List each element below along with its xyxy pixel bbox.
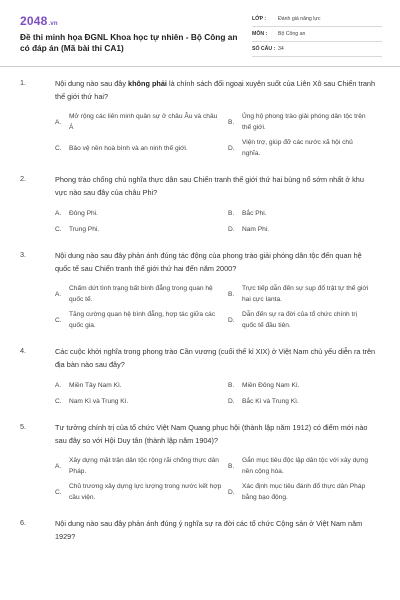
- question-6: [0, 518, 400, 543]
- option-text: Chủ trương xây dựng lực lượng trong nước kết hợp cầu viện.: [69, 483, 222, 501]
- answer-option-d[interactable]: [228, 135, 378, 161]
- answer-option-c[interactable]: [55, 135, 228, 161]
- answer-options: [55, 281, 378, 333]
- option-letter: C.: [55, 397, 62, 405]
- exam-meta: [252, 12, 382, 57]
- question-number: 3.: [20, 250, 27, 259]
- answer-option-d[interactable]: [228, 393, 378, 409]
- option-text: Đông Phi.: [69, 209, 98, 217]
- option-letter: D.: [228, 488, 235, 496]
- option-letter: B.: [228, 118, 235, 126]
- answer-option-d[interactable]: [228, 479, 378, 505]
- meta-label: LỚP :: [252, 16, 267, 22]
- option-letter: D.: [228, 316, 235, 324]
- answer-option-a[interactable]: [55, 281, 228, 307]
- header-divider: [0, 66, 400, 67]
- answer-options: [55, 377, 378, 409]
- option-text: Bảo vệ nền hoà bình và an ninh thế giới.: [69, 144, 188, 152]
- option-letter: C.: [55, 316, 62, 324]
- option-letter: C.: [55, 144, 62, 152]
- meta-label: SỐ CÂU :: [252, 46, 276, 52]
- question-number: 6.: [20, 518, 27, 527]
- question-1: [0, 78, 400, 161]
- answer-option-d[interactable]: [228, 307, 378, 333]
- brand-name: 2048: [20, 14, 48, 28]
- option-text: Mở rộng các liên minh quân sự ở châu Âu và châu Á: [69, 113, 218, 131]
- site-logo[interactable]: [20, 14, 58, 28]
- option-letter: A.: [55, 118, 62, 126]
- answer-option-a[interactable]: [55, 109, 228, 135]
- option-letter: C.: [55, 488, 62, 496]
- question-list: [0, 78, 400, 556]
- meta-row-class: [252, 12, 382, 27]
- option-letter: D.: [228, 397, 235, 405]
- question-text: Nội dung nào sau đây phản ánh đúng ý nghĩa sự ra đời các tổ chức Cộng sản ở Việt Nam năm 1929?: [55, 519, 363, 541]
- answer-options: [55, 453, 378, 505]
- answer-option-a[interactable]: [55, 453, 228, 479]
- answer-option-c[interactable]: [55, 393, 228, 409]
- answer-option-b[interactable]: [228, 281, 378, 307]
- answer-option-c[interactable]: [55, 479, 228, 505]
- brand-suffix: .vn: [48, 21, 58, 27]
- question-number: 2.: [20, 174, 27, 183]
- document-header: [20, 12, 382, 60]
- meta-value: 34: [278, 46, 284, 52]
- option-text: Bắc Kì và Trung Kì.: [242, 397, 299, 405]
- question-text-part: là chính sách đối ngoại xuyên suốt của Liên Xô sau Chiến tranh thế giới thứ hai?: [55, 79, 376, 101]
- meta-row-count: [252, 42, 382, 57]
- option-letter: A.: [55, 381, 62, 389]
- meta-value: Đánh giá năng lực: [278, 16, 321, 22]
- option-letter: A.: [55, 462, 62, 470]
- answer-option-b[interactable]: [228, 205, 378, 221]
- meta-row-subject: [252, 27, 382, 42]
- question-text-emphasis: không phải: [128, 79, 167, 88]
- answer-option-a[interactable]: [55, 205, 228, 221]
- question-text-part: Nội dung nào sau đây: [55, 79, 129, 88]
- question-number: 5.: [20, 422, 27, 431]
- option-text: Miền Đông Nam Kì.: [242, 381, 300, 389]
- option-letter: B.: [228, 381, 235, 389]
- question-2: [0, 174, 400, 237]
- question-text: Phong trào chống chủ nghĩa thực dân sau Chiến tranh thế giới thứ hai bùng nổ sớm nhất ở khu vực nào sau đây của châu Phi?: [55, 175, 364, 197]
- option-text: Chấm dứt tình trạng bất bình đẳng trong quan hệ quốc tế.: [69, 285, 213, 303]
- option-letter: C.: [55, 225, 62, 233]
- option-text: Tăng cường quan hệ bình đẳng, hợp tác giữa các quốc gia.: [69, 311, 216, 329]
- answer-options: [55, 109, 378, 161]
- question-3: [0, 250, 400, 333]
- meta-label: MÔN :: [252, 31, 268, 37]
- option-text: Dẫn đến sự ra đời của tổ chức chính trị quốc tế đầu tiên.: [242, 311, 358, 329]
- option-text: Nam Phi.: [242, 225, 270, 233]
- answer-option-c[interactable]: [55, 307, 228, 333]
- question-number: 4.: [20, 346, 27, 355]
- answer-option-b[interactable]: [228, 109, 378, 135]
- answer-options: [55, 205, 378, 237]
- question-text: Tư tưởng chính trị của tổ chức Việt Nam Quang phục hội (thành lập năm 1912) có điểm mới nào sau đây so với Hội Duy tân (thành lập năm 1904)?: [55, 423, 368, 445]
- option-text: Xác định mục tiêu đánh đổ thực dân Pháp bằng bạo động.: [242, 483, 366, 501]
- option-text: Nam Kì và Trung Kì.: [69, 397, 129, 405]
- option-letter: B.: [228, 290, 235, 298]
- option-letter: B.: [228, 462, 235, 470]
- answer-option-b[interactable]: [228, 377, 378, 393]
- option-letter: D.: [228, 225, 235, 233]
- option-letter: D.: [228, 144, 235, 152]
- answer-option-a[interactable]: [55, 377, 228, 393]
- option-text: Viện trợ, giúp đỡ các nước xã hội chủ nghĩa.: [242, 139, 353, 157]
- option-letter: B.: [228, 209, 235, 217]
- exam-title: Đề thi minh họa ĐGNL Khoa học tự nhiên - Bộ Công an có đáp án (Mã bài thi CA1): [20, 32, 238, 53]
- option-letter: A.: [55, 209, 62, 217]
- answer-option-c[interactable]: [55, 221, 228, 237]
- meta-value: Bộ Công an: [278, 31, 306, 37]
- question-number: 1.: [20, 78, 27, 87]
- option-text: Gắn mục tiêu độc lập dân tộc với xây dựng nền cộng hòa.: [242, 457, 369, 475]
- answer-option-b[interactable]: [228, 453, 378, 479]
- option-text: Ủng hộ phong trào giải phóng dân tộc trên thế giới.: [242, 113, 366, 131]
- question-text: [55, 78, 378, 103]
- question-4: [0, 346, 400, 409]
- question-text: Các cuộc khởi nghĩa trong phong trào Cần vương (cuối thế kỉ XIX) ở Việt Nam chủ yếu diễn ra trên địa bàn nào sau đây?: [55, 347, 376, 369]
- option-text: Trực tiếp dẫn đến sự sụp đổ trật tự thế giới hai cực Ianta.: [242, 285, 369, 303]
- question-5: [0, 422, 400, 505]
- option-text: Miền Tây Nam Kì.: [69, 381, 122, 389]
- option-text: Xây dựng mặt trận dân tộc rộng rãi chống thực dân Pháp.: [69, 457, 219, 475]
- option-text: Trung Phi.: [69, 225, 100, 233]
- question-text: Nội dung nào sau đây phản ánh đúng tác động của phong trào giải phóng dân tộc đến quan hệ quốc tế sau Chiến tranh thế giới thứ hai đến năm 2000?: [55, 251, 362, 273]
- answer-option-d[interactable]: [228, 221, 378, 237]
- option-letter: A.: [55, 290, 62, 298]
- option-text: Bắc Phi.: [242, 209, 267, 217]
